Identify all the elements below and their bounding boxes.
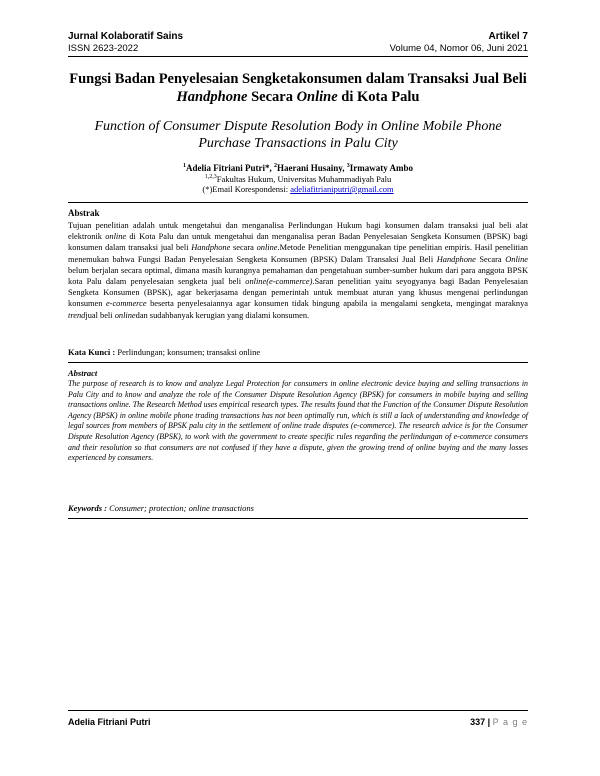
abstrak-italic: e-commerce: [105, 299, 147, 309]
kata-kunci: [68, 347, 528, 357]
title-id-italic2: Online: [296, 89, 338, 105]
title-en-line1: Function of Consumer Dispute Resolution Body in Online Mobile Phone: [94, 119, 502, 134]
abstract-heading: Abstract: [68, 368, 98, 378]
correspondence-email: [62, 184, 534, 195]
abstrak-text: beserta penyelesaiannya agar konsumen tidak bingung apabila ia mengalami sengketa, mengingat maraknya: [146, 299, 528, 309]
divider-top: [68, 202, 528, 203]
abstrak-italic: Online: [505, 254, 528, 264]
volume-issue: Volume 04, Nomor 06, Juni 2021: [389, 43, 528, 54]
footer-page: [470, 717, 528, 727]
page-word: P a g e: [492, 717, 528, 727]
abstrak-text: jual beli: [85, 310, 115, 320]
author3-sup: 3: [346, 163, 350, 169]
title-id-mid: Secara: [247, 89, 297, 105]
abstract-body: The purpose of research is to know and analyze Legal Protection for consumers in online electronic device buying and selling transactions in Palu City and to know and analyze the role of the Consumer Dispute Resolution Agency (BPSK) for consumers in mobile buying and selling transactions online. The Research Method uses empirical research types. The results found that the Function of the Consumer Dispute Resolution Agency (BPSK) in online mobile phone trading transactions has not been optimally run, which is still a lack of understanding and knowledge of legal sources from members of BPSK palu city in the settlement of online trade disputes (e-commerce). The research advice is for the Consumer Dispute Resolution Agency (BPSK), to work with the government to create specific rules regarding the perlindungan of e-commerce consumers and their resolution so that consumers are not confused if they have a dispute, given the growing trend of online buying and the many losses experienced by consumers.: [68, 379, 528, 463]
page-separator: |: [485, 717, 493, 727]
abstrak-italic: Handphone: [436, 254, 476, 264]
abstrak-text: secara: [230, 243, 257, 253]
author-1: Adelia Fitriani Putri*,: [185, 163, 274, 173]
abstrak-text: Secara: [475, 254, 506, 264]
title-id-end: di Kota Palu: [337, 89, 420, 105]
abstrak-text: belum berjalan secara optimal, dimana masih kurangnya pemahaman dan pengetahuan sumber-sumber hukum dari para anggota BPSK kota Palu dalam penyelesaian sengketa jual beli: [68, 265, 528, 287]
abstrak-text: .Metode Penelitian menggunakan tipe penelitian empiris. Hasil penelitian menemukan bahwa Fungsi Badan Penyelesaian Sengketa Konsumen (BPSK) Dalam Transaksi Jual Beli: [68, 243, 528, 264]
title-indonesian: [62, 70, 534, 106]
page-number: 337: [470, 717, 486, 727]
keywords-label: Keywords :: [68, 503, 107, 513]
footer-divider: [68, 710, 528, 711]
abstrak-text: .Saran penelitian yaitu seyogyanya bagi Badan Penyelesaian Sengketa Konsumen (BPSK), agar bekerjasama dengan pemerintah untuk membuat aturan yang khusus mengenai perlindungan konsumen: [68, 277, 528, 309]
abstrak-text: dan sudahbanyak kerugian yang dialami konsumen.: [135, 310, 310, 320]
author-2: Haerani Husainy,: [276, 163, 347, 173]
kata-kunci-label: Kata Kunci :: [68, 347, 118, 357]
abstrak-italic: online: [105, 232, 127, 242]
author-3: Irmawaty Ambo: [349, 163, 413, 173]
abstrak-italic: trend: [68, 310, 86, 320]
issn: ISSN 2623-2022: [68, 43, 139, 54]
abstrak-italic: online(e-commerce): [245, 277, 313, 287]
journal-name: Jurnal Kolaboratif Sains: [68, 31, 184, 42]
abstrak-italic: online: [114, 310, 136, 320]
abstrak-text: di Kota Palu dan untuk mengetahui dan menganalisa peran Badan Penyelesaian Sengketa Konsumen (BPSK) bagi konsumen dalam transaksi jual beli: [68, 232, 528, 253]
author2-sup: 2: [273, 163, 277, 169]
author1-sup: 1: [182, 163, 186, 169]
footer-author: Adelia Fitriani Putri: [68, 717, 151, 727]
title-english: [62, 118, 534, 152]
abstrak-text: Tujuan penelitian adalah untuk mengetahui dan menganalisa Perlindungan Hukum bagi konsumen dalam transaksi jual beli alat elektronik: [68, 221, 528, 242]
title-id-italic1: Handphone: [176, 89, 248, 105]
title-en-line2: Purchase Transactions in Palu City: [198, 136, 398, 151]
affiliation: [62, 172, 534, 185]
keywords-value: Consumer; protection; online transactions: [106, 503, 254, 513]
header-divider: [68, 56, 528, 57]
keywords: [68, 503, 528, 513]
email-label: (*)Email Korespondensi:: [202, 184, 291, 194]
divider-middle: [68, 362, 528, 363]
email-link[interactable]: adeliafitrianiputri@gmail.com: [290, 184, 394, 194]
abstrak-heading: Abstrak: [68, 208, 100, 218]
abstrak-body: [68, 220, 528, 321]
article-number: Artikel 7: [488, 31, 528, 42]
abstrak-italic: online: [256, 243, 278, 253]
kata-kunci-value: Perlindungan; konsumen; transaksi online: [117, 347, 261, 357]
abstrak-italic: Handphone: [191, 243, 231, 253]
divider-bottom: [68, 518, 528, 519]
title-id-part1: Fungsi Badan Penyelesaian Sengketakonsumen dalam Transaksi Jual Beli: [69, 71, 527, 87]
affiliation-text: Fakultas Hukum, Universitas Muhammadiyah Palu: [216, 173, 392, 184]
affiliation-sup: 1,2,3: [204, 174, 217, 180]
